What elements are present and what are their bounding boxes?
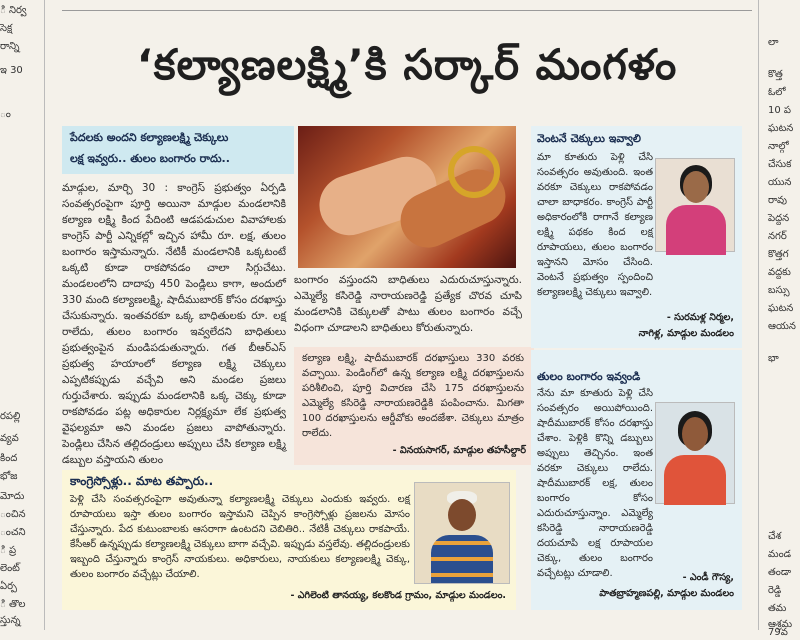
left-column-fragment: వ్యవ <box>0 433 19 444</box>
side-quote-box-1 <box>531 126 742 348</box>
right-column-fragment: చేసుక <box>768 159 792 170</box>
left-column-fragment: ంచిన <box>0 509 26 520</box>
right-column-fragment: ఓలో <box>768 87 786 98</box>
side2-text: నేను మా కూతురు పెళ్లి చేసి సంవత్సరం అయిపోయింది. షాదీముబారక్ కోసం దరఖాస్తు చేశాం. పెళ్లికి కొన్ని డబ్బులు అప్పులు తెచ్చినం. ఇంత వరకూ చెక్కులు రాలేదు. షాదీముబారక్ లక్ష, తులం బంగారం కోసం ఎదురుచూస్తున్నాం. ఎమ్మెల్యే కసిరెడ్డి నారాయణరెడ్డి దయచూపి లక్ష రూపాయల చెక్కు, తులం బంగారం వచ్చేటట్లు చూడాలి. <box>537 388 653 579</box>
tahsildar-credit: - వినయసాగర్, మాడ్గుల తహసీల్దార్ <box>392 445 526 456</box>
left-column-fragment: ఏర్ప <box>0 581 17 592</box>
left-column-fragment: స్తున్న <box>0 615 21 626</box>
right-column-fragment: పెద్దన <box>768 213 790 224</box>
right-column-fragment: చేశ <box>768 531 782 542</box>
right-column-fragment: లా <box>768 37 779 48</box>
top-rule <box>62 10 752 11</box>
right-column-fragment: తమ <box>768 603 787 614</box>
right-column-fragment: యున <box>768 177 792 188</box>
subheading-line1: పేదలకు అందని కల్యాణలక్ష్మి చెక్కులు <box>70 131 229 144</box>
left-column-fragment: భోజ <box>0 471 18 482</box>
left-column-fragment: మోదు <box>0 491 25 502</box>
left-column-fragment: ి ప్ర <box>0 545 17 556</box>
right-column-fragment: వద్దకు <box>768 267 791 278</box>
woman-portrait-1 <box>655 158 735 252</box>
bottom-box-title: కాంగ్రెస్సోళ్లు.. మాట తప్పారు.. <box>70 474 214 488</box>
right-column-fragment: బస్సు <box>768 285 790 296</box>
right-column-fragment: 10 ప <box>768 105 792 116</box>
left-column-fragment: ి తొల <box>0 599 26 610</box>
left-column-fragment: ఇ 30 <box>0 65 23 76</box>
right-column-fragment: భా <box>768 353 779 364</box>
right-column-fragment: మండ <box>768 549 792 560</box>
tahsildar-quote-text: కల్యాణ లక్ష్మి, షాదీముబారక్ దరఖాస్తులు 330 వరకు వచ్చాయి. పెండింగ్‌లో ఉన్న కల్యాణ లక్ష్మి దరఖాస్తులను పరిశీలించి, పూర్తి విచారణ చేసి 175 దరఖాస్తులను ఎమ్మెల్యే కసిరెడ్డి నారాయణరెడ్డికి పంపించాను. మిగతా 100 దరఖాస్తులను ఆర్డీవోకు అందజేశా. చెక్కులు మాత్రం రాలేదు. <box>302 353 524 439</box>
side2-title: తులం బంగారం ఇవ్వండి <box>537 370 641 383</box>
left-column-fragments <box>0 0 40 630</box>
right-column-fragments <box>762 0 800 638</box>
right-column-fragment: నగర్ <box>768 231 787 242</box>
bottom-box-credit: - ఎగిలెంటి తానయ్య, కలకొండ గ్రామం, మాడ్గుల మండలం. <box>290 590 506 601</box>
main-article-text: మాడ్గుల, మార్చి 30 : కాంగ్రెస్ ప్రభుత్వం ఏర్పడి సంవత్సరంపైగా పూర్తి అయినా మాడ్గుల మండలానికి కల్యాణ లక్ష్మి కింద పేదింటి ఆడపడుచుల వివాహాలకు కాంగ్రెస్ పార్టీ ఎన్నికల్లో ఇచ్చిన హామీ రూ. లక్ష, తులం బంగారం ఇస్తామన్నారు. నేటికీ మండలానికి ఒక్కటంటే ఒక్కటి కూడా రాకపోవడం చాలా సిగ్గుచేటు. మండలంలోని దాదాపు 450 పెండ్లిలు కాగా, అందులో 330 మంది కల్యాణలక్ష్మి, షాదీముబారక్ కోసం దరఖాస్తు చేసుకున్నారు. ఇంతవరకూ ఒక్క బాధితులకు రూ. లక్ష రాలేదు, తులం బంగారం ఇవ్వలేదని బాధితులు ప్రభుత్వంపైన మండిపడుతున్నారు. గత బీఆర్ఎస్ ప్రభుత్వ హయాంలో కల్యాణ లక్ష్మి చెక్కులు ఎప్పటికప్పుడు వచ్చేవి అని మండల ప్రజలు గుర్తుచేశారు. ఇప్పుడు మండలానికి ఒక్క చెక్కు కూడా రాకపోవడం పట్ల అధికారుల నిర్లక్ష్యమా లేక ప్రభుత్వ వైఫల్యమా అని మండల ప్రజలు వాపోతున్నారు. పెండ్లిలు చేసిన తల్లిదండ్రులు అప్పులు చేసి కల్యాణ లక్ష్మి డబ్బుల వస్తాయని తులం <box>62 182 286 466</box>
wedding-hands-photo <box>298 126 516 268</box>
left-column-fragment: రాన్ని <box>0 41 20 52</box>
tahsildar-quote-box <box>294 347 534 465</box>
right-column-fragment: ఆశ్రమ <box>768 619 793 630</box>
continued-article-text: బంగారం వస్తుందని బాధితులు ఎదురుచూస్తున్నారు. ఎమ్మెల్యే కసిరెడ్డి నారాయణరెడ్డి ప్రత్యేక చొరవ చూపి మండలానికి చెక్కులతో పాటు తులం బంగారం వచ్చే విధంగా చూడాలని బాధితులు కోరుతున్నారు. <box>294 274 522 334</box>
left-column-fragment: సెక్ష <box>0 23 13 34</box>
left-column-fragment: ం <box>0 109 11 120</box>
man-portrait <box>414 482 510 584</box>
column-divider-right <box>758 0 759 630</box>
right-column-fragment: తండా <box>768 567 792 578</box>
column-divider-left <box>44 0 45 630</box>
right-column-fragment: కొత్తగ <box>768 249 789 260</box>
side1-credit-place: నాగిళ్ల, మాడ్గుల మండలం <box>638 328 734 339</box>
subheading-line2: లక్ష ఇవ్వరు.. తులం బంగారం రాదు.. <box>70 152 230 165</box>
right-column-fragment: ఆయన <box>768 321 796 332</box>
bottom-quote-box <box>62 470 516 610</box>
side2-credit-place: పాతబ్రాహ్మణపల్లి, మాడ్గుల మండలం <box>599 588 734 599</box>
bottom-box-text: పెళ్లి చేసి సంవత్సరంపైగా అవుతున్నా కల్యాణలక్ష్మి చెక్కులు ఎందుకు ఇవ్వరు. లక్ష రూపాయలు ఇస్తా తులం బంగారం ఇస్తామని చెప్పిన కాంగ్రెస్సోళ్లు ప్రజలను మోసం చేస్తున్నారు. పేద కుటుంబాలకు ఆసరాగా ఉంటదని చెబితిరి.. నేటికీ చెక్కులు రాకపాయే. కేసీఆర్ ఉన్నప్పుడు కల్యాణలక్ష్మి చెక్కులు బాగా వచ్చేవి. ఇప్పుడు వస్తలేవు. తల్లిదండ్రులకు ఇబ్బంది చేస్తున్నారు కాంగ్రెస్ నాయకులు. అధికారులు, నాయకులు కల్యాణలక్ష్మి చెక్కు, తులం బంగారం వచ్చేట్లు చేయాలి. <box>70 494 410 580</box>
left-column-fragment: ి నిర్వ <box>0 5 27 16</box>
right-column-fragment: ఘటన <box>768 123 794 134</box>
left-column-fragment: కింద <box>0 453 18 464</box>
side1-credit-name: - సురమళ్ల నిర్మల, <box>666 312 734 323</box>
left-column-fragment: ంచని <box>0 527 26 538</box>
right-column-fragment: 79వ <box>768 627 788 638</box>
side1-text-bottom <box>537 260 737 306</box>
side2-text-bottom <box>537 510 737 570</box>
right-column-fragment: రావు <box>768 195 788 206</box>
left-column-fragment: లెంట్ <box>0 563 20 574</box>
side1-title: వెంటనే చెక్కులు ఇవ్వాలి <box>537 132 641 145</box>
left-column-fragment: రపల్లి <box>0 411 21 422</box>
side1-text-top: మా కూతురు పెళ్లి చేసి సంవత్సరం అవుతుంది. ఇంత వరకూ చెక్కులు రాకపోవడం చాలా బాధాకరం. కాంగ్రెస్ పార్టీ అధికారంలోకి రాగానే కల్యాణ లక్ష్మి పథకం కింద లక్ష రూపాయలు, తులం బంగారం ఇస్తానని మోసం చేసింది. వెంటనే ప్రభుత్వం స్పందించి కల్యాణలక్ష్మి చెక్కులు ఇవ్వాలి. <box>537 152 653 298</box>
side2-credit-name: - ఎండీ గౌస్య, <box>682 572 734 583</box>
right-column-fragment: ఘటన <box>768 303 794 314</box>
right-column-fragment: రెడ్డి <box>768 585 782 596</box>
woman-portrait-2 <box>655 402 735 504</box>
headline: ‘కల్యాణలక్ష్మి’కి సర్కార్ మంగళం <box>136 40 678 89</box>
subheading-box <box>62 126 294 174</box>
right-column-fragment: నాల్గో <box>768 141 789 152</box>
right-column-fragment: కొత్త <box>768 69 783 80</box>
side-quote-box-2 <box>531 350 742 610</box>
